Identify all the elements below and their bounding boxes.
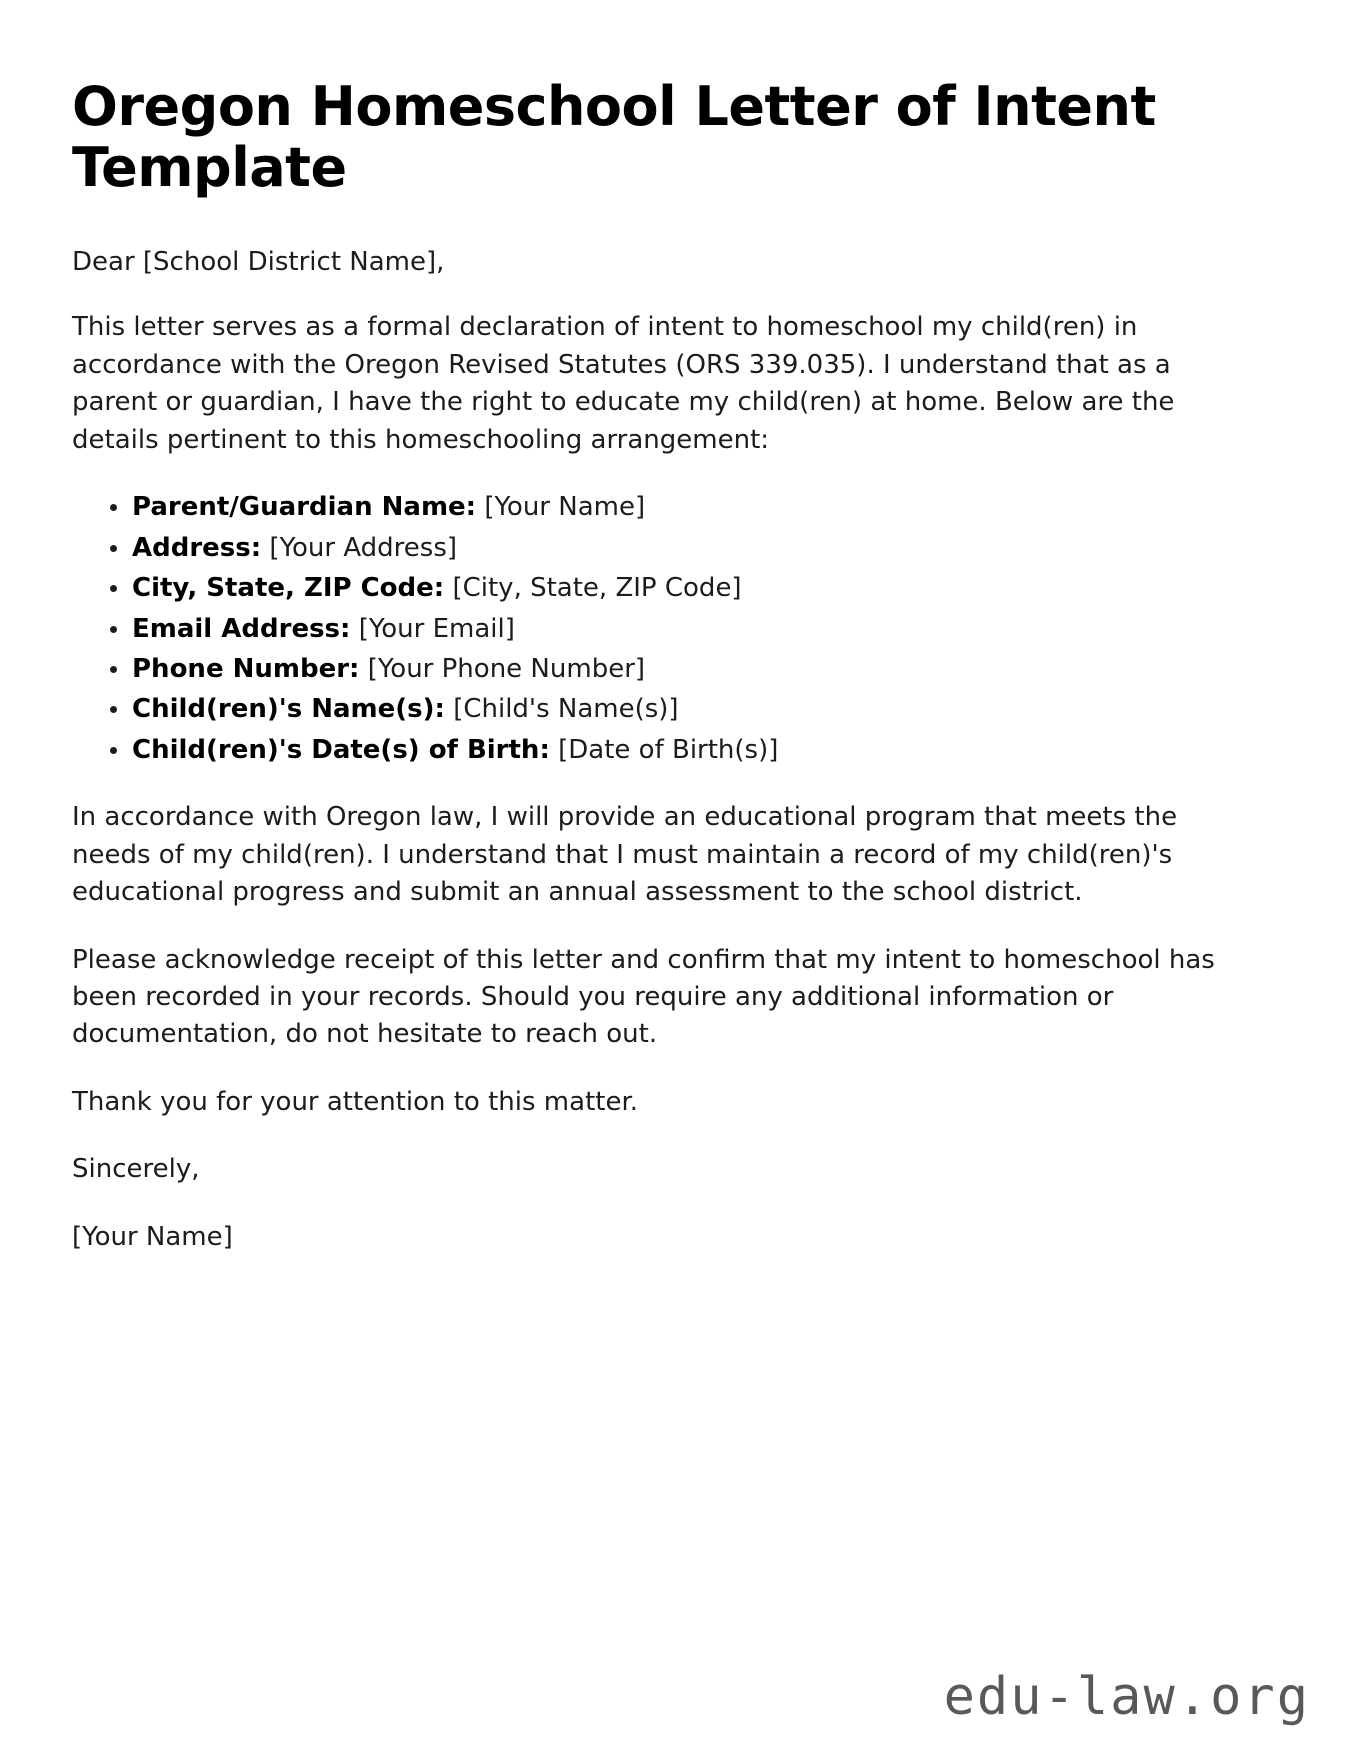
detail-value: [Your Email] [358, 613, 515, 644]
list-item [72, 732, 1290, 769]
list-item [72, 489, 1290, 526]
compliance-paragraph: In accordance with Oregon law, I will provide an educational program that meets the needs of my child(ren). I understand that I must maintain a record of my child(ren)'s educational progress and submit an annual assessment to the school district. [72, 802, 1178, 908]
detail-label: Child(ren)'s Name(s): [132, 694, 445, 725]
signature-name: [Your Name] [72, 1221, 233, 1252]
site-watermark: edu-law.org [943, 1667, 1310, 1727]
details-list [72, 489, 1290, 769]
detail-label: Address: [132, 532, 262, 563]
thanks-paragraph: Thank you for your attention to this matter. [72, 1086, 639, 1117]
detail-label: Parent/Guardian Name: [132, 492, 477, 523]
detail-value: [Your Name] [484, 492, 646, 523]
list-item [72, 570, 1290, 607]
closing-line: Sincerely, [72, 1154, 200, 1185]
list-item [72, 691, 1290, 728]
detail-label: Phone Number: [132, 653, 360, 684]
list-item [72, 530, 1290, 567]
detail-value: [Your Phone Number] [367, 653, 646, 684]
detail-value: [City, State, ZIP Code] [452, 573, 742, 604]
list-item [72, 651, 1290, 688]
detail-label: Child(ren)'s Date(s) of Birth: [132, 734, 550, 765]
intro-paragraph: This letter serves as a formal declaration of intent to homeschool my child(ren) in accordance with the Oregon Revised Statutes (ORS 339.035). I understand that as a parent or guardian, I have the right to educate my child(ren) at home. Below are the details pertinent to this homeschooling arrangement: [72, 312, 1175, 455]
list-item [72, 611, 1290, 648]
detail-label: Email Address: [132, 613, 351, 644]
page-title: Oregon Homeschool Letter of Intent Template [72, 75, 1156, 200]
detail-label: City, State, ZIP Code: [132, 573, 445, 604]
acknowledgment-paragraph: Please acknowledge receipt of this letter and confirm that my intent to homeschool has been recorded in your records. Should you require any additional information or documentation, do not hesitate to reach out. [72, 944, 1215, 1050]
salutation-line: Dear [School District Name], [72, 247, 445, 278]
detail-value: [Child's Name(s)] [453, 694, 679, 725]
detail-value: [Date of Birth(s)] [558, 734, 779, 765]
detail-value: [Your Address] [269, 532, 458, 563]
